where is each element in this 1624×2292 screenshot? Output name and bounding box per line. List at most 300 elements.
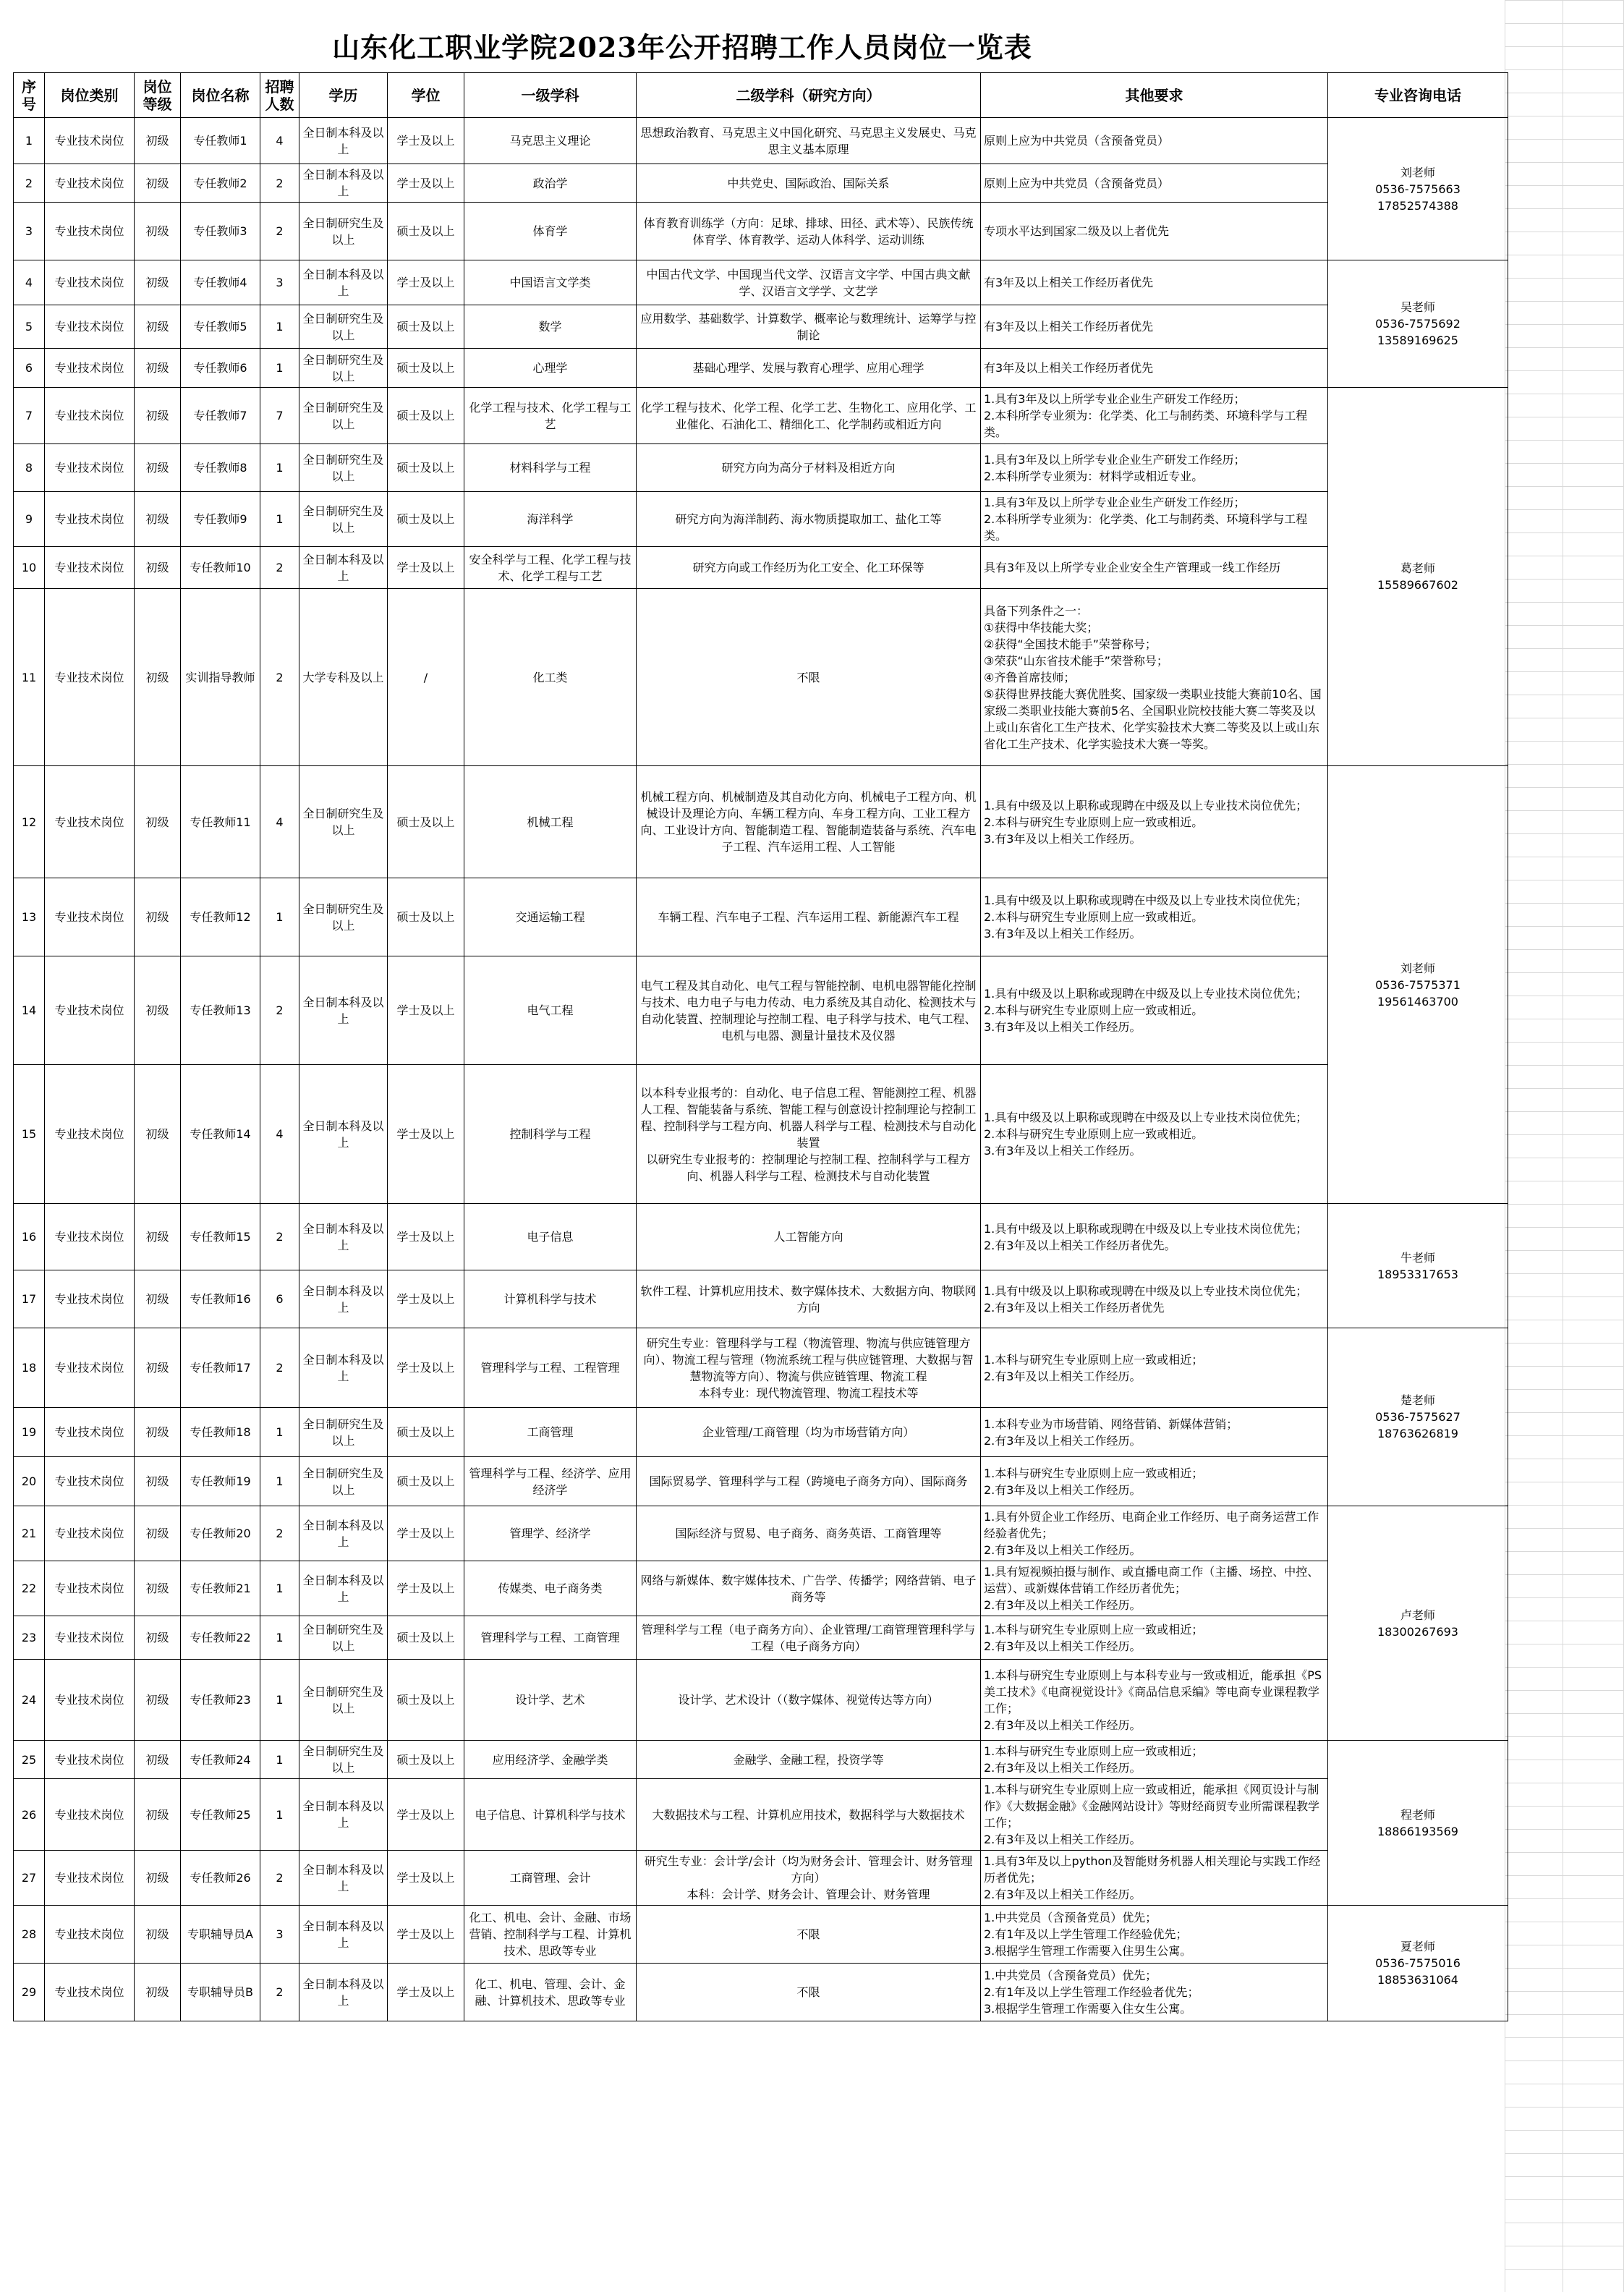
cell-type: 专业技术岗位 xyxy=(45,118,135,164)
table-row xyxy=(14,1328,1508,1408)
cell-education: 全日制本科及以上 xyxy=(299,1065,388,1204)
cell-type: 专业技术岗位 xyxy=(45,349,135,388)
cell-other: 1.具有中级及以上职称或现聘在中级及以上专业技术岗位优先； 2.有3年及以上相关工作经历者优先。 xyxy=(981,1204,1328,1270)
cell-level: 初级 xyxy=(135,492,181,547)
cell-first-subject: 传媒类、电子商务类 xyxy=(464,1561,637,1616)
cell-degree: 硕士及以上 xyxy=(388,1660,464,1741)
cell-first-subject: 化工、机电、管理、会计、金融、计算机技术、思政等专业 xyxy=(464,1964,637,2021)
cell-no: 27 xyxy=(14,1851,45,1906)
cell-type: 专业技术岗位 xyxy=(45,1328,135,1408)
cell-count: 1 xyxy=(260,878,299,956)
cell-type: 专业技术岗位 xyxy=(45,1741,135,1779)
cell-level: 初级 xyxy=(135,1506,181,1561)
cell-second-subject: 电气工程及其自动化、电气工程与智能控制、电机电器智能化控制与技术、电力电子与电力传动、电力系统及其自动化、检测技术与自动化装置、控制理论与控制工程、电子科学与技术、电气工程、电机与电器、测量计量技术及仪器 xyxy=(637,956,981,1065)
cell-level: 初级 xyxy=(135,1408,181,1457)
cell-second-subject: 车辆工程、汽车电子工程、汽车运用工程、新能源汽车工程 xyxy=(637,878,981,956)
cell-level: 初级 xyxy=(135,1561,181,1616)
cell-count: 1 xyxy=(260,305,299,349)
cell-other: 1.本科与研究生专业原则上应一致或相近； 2.有3年及以上相关工作经历。 xyxy=(981,1741,1328,1779)
cell-no: 23 xyxy=(14,1616,45,1660)
cell-education: 全日制研究生及以上 xyxy=(299,203,388,260)
cell-name: 专任教师1 xyxy=(181,118,260,164)
cell-no: 25 xyxy=(14,1741,45,1779)
cell-no: 15 xyxy=(14,1065,45,1204)
table-row xyxy=(14,1616,1508,1660)
cell-education: 全日制本科及以上 xyxy=(299,1851,388,1906)
cell-level: 初级 xyxy=(135,305,181,349)
cell-degree: 学士及以上 xyxy=(388,1851,464,1906)
table-row xyxy=(14,1506,1508,1561)
cell-no: 29 xyxy=(14,1964,45,2021)
cell-type: 专业技术岗位 xyxy=(45,1506,135,1561)
cell-first-subject: 心理学 xyxy=(464,349,637,388)
cell-name: 专任教师12 xyxy=(181,878,260,956)
table-row xyxy=(14,1779,1508,1851)
cell-first-subject: 应用经济学、金融学类 xyxy=(464,1741,637,1779)
cell-level: 初级 xyxy=(135,766,181,878)
cell-count: 1 xyxy=(260,1779,299,1851)
cell-second-subject: 中共党史、国际政治、国际关系 xyxy=(637,164,981,203)
cell-type: 专业技术岗位 xyxy=(45,260,135,305)
cell-count: 4 xyxy=(260,766,299,878)
cell-level: 初级 xyxy=(135,118,181,164)
cell-name: 专任教师6 xyxy=(181,349,260,388)
cell-no: 10 xyxy=(14,547,45,589)
cell-count: 2 xyxy=(260,1964,299,2021)
cell-second-subject: 化学工程与技术、化学工程、化学工艺、生物化工、应用化学、工业催化、石油化工、精细化工、化学制药或相近方向 xyxy=(637,388,981,444)
cell-type: 专业技术岗位 xyxy=(45,492,135,547)
cell-other: 1.本科专业为市场营销、网络营销、新媒体营销； 2.有3年及以上相关工作经历。 xyxy=(981,1408,1328,1457)
cell-level: 初级 xyxy=(135,1741,181,1779)
cell-other: 1.具有3年及以上python及智能财务机器人相关理论与实践工作经历者优先； 2.有3年及以上相关工作经历。 xyxy=(981,1851,1328,1906)
cell-first-subject: 电气工程 xyxy=(464,956,637,1065)
contact-cell: 刘老师 0536-7575371 19561463700 xyxy=(1328,766,1508,1204)
cell-type: 专业技术岗位 xyxy=(45,956,135,1065)
cell-second-subject: 企业管理/工商管理（均为市场营销方向） xyxy=(637,1408,981,1457)
cell-first-subject: 电子信息 xyxy=(464,1204,637,1270)
cell-name: 专任教师15 xyxy=(181,1204,260,1270)
table-row xyxy=(14,878,1508,956)
cell-name: 专任教师10 xyxy=(181,547,260,589)
cell-level: 初级 xyxy=(135,388,181,444)
cell-degree: 硕士及以上 xyxy=(388,349,464,388)
table-row xyxy=(14,349,1508,388)
cell-name: 专任教师25 xyxy=(181,1779,260,1851)
contact-cell: 楚老师 0536-7575627 18763626819 xyxy=(1328,1328,1508,1506)
cell-first-subject: 控制科学与工程 xyxy=(464,1065,637,1204)
header-degree: 学位 xyxy=(388,73,464,118)
empty-grid-area xyxy=(1505,0,1624,2292)
cell-count: 2 xyxy=(260,164,299,203)
table-row xyxy=(14,118,1508,164)
cell-other: 1.具有中级及以上职称或现聘在中级及以上专业技术岗位优先； 2.本科与研究生专业原则上应一致或相近。 3.有3年及以上相关工作经历。 xyxy=(981,766,1328,878)
table-row xyxy=(14,547,1508,589)
header-no: 序号 xyxy=(14,73,45,118)
cell-count: 1 xyxy=(260,492,299,547)
cell-no: 3 xyxy=(14,203,45,260)
contact-cell: 吴老师 0536-7575692 13589169625 xyxy=(1328,260,1508,388)
cell-degree: 学士及以上 xyxy=(388,1204,464,1270)
cell-degree: 学士及以上 xyxy=(388,1964,464,2021)
cell-type: 专业技术岗位 xyxy=(45,388,135,444)
cell-first-subject: 管理科学与工程、经济学、应用经济学 xyxy=(464,1457,637,1506)
cell-name: 专任教师11 xyxy=(181,766,260,878)
table-body xyxy=(14,118,1508,2021)
table-row xyxy=(14,1561,1508,1616)
cell-count: 2 xyxy=(260,1506,299,1561)
cell-other: 1.本科与研究生专业原则上应一致或相近； 2.有3年及以上相关工作经历。 xyxy=(981,1616,1328,1660)
cell-count: 2 xyxy=(260,1851,299,1906)
cell-no: 5 xyxy=(14,305,45,349)
table-row xyxy=(14,956,1508,1065)
cell-count: 1 xyxy=(260,1660,299,1741)
cell-level: 初级 xyxy=(135,1204,181,1270)
cell-level: 初级 xyxy=(135,589,181,766)
table-row xyxy=(14,1851,1508,1906)
cell-second-subject: 大数据技术与工程、计算机应用技术，数据科学与大数据技术 xyxy=(637,1779,981,1851)
contact-cell: 夏老师 0536-7575016 18853631064 xyxy=(1328,1906,1508,2021)
cell-other: 有3年及以上相关工作经历者优先 xyxy=(981,305,1328,349)
contact-cell: 卢老师 18300267693 xyxy=(1328,1506,1508,1741)
cell-type: 专业技术岗位 xyxy=(45,1408,135,1457)
cell-type: 专业技术岗位 xyxy=(45,444,135,492)
table-row xyxy=(14,1741,1508,1779)
cell-degree: 硕士及以上 xyxy=(388,388,464,444)
cell-count: 2 xyxy=(260,589,299,766)
cell-level: 初级 xyxy=(135,1616,181,1660)
cell-no: 17 xyxy=(14,1270,45,1328)
cell-education: 全日制研究生及以上 xyxy=(299,1457,388,1506)
header-first-subject: 一级学科 xyxy=(464,73,637,118)
cell-second-subject: 设计学、艺术设计（（数字媒体、视觉传达等方向） xyxy=(637,1660,981,1741)
table-row xyxy=(14,1408,1508,1457)
cell-other: 原则上应为中共党员（含预备党员） xyxy=(981,164,1328,203)
cell-name: 专任教师7 xyxy=(181,388,260,444)
cell-second-subject: 基础心理学、发展与教育心理学、应用心理学 xyxy=(637,349,981,388)
cell-degree: 硕士及以上 xyxy=(388,203,464,260)
cell-education: 全日制本科及以上 xyxy=(299,260,388,305)
cell-level: 初级 xyxy=(135,1065,181,1204)
cell-other: 1.中共党员（含预备党员）优先； 2.有1年及以上学生管理工作经验优先； 3.根据学生管理工作需要入住男生公寓。 xyxy=(981,1906,1328,1964)
cell-other: 有3年及以上相关工作经历者优先 xyxy=(981,349,1328,388)
cell-name: 专任教师24 xyxy=(181,1741,260,1779)
contact-cell: 刘老师 0536-7575663 17852574388 xyxy=(1328,118,1508,260)
cell-first-subject: 安全科学与工程、化学工程与技术、化学工程与工艺 xyxy=(464,547,637,589)
cell-type: 专业技术岗位 xyxy=(45,766,135,878)
cell-count: 2 xyxy=(260,1204,299,1270)
cell-count: 3 xyxy=(260,260,299,305)
cell-type: 专业技术岗位 xyxy=(45,547,135,589)
cell-other: 具备下列条件之一： ①获得中华技能大奖； ②获得“全国技术能手”荣誉称号； ③荣获“山东省技术能手”荣誉称号； ④齐鲁首席技师； ⑤获得世界技能大赛优胜奖、国家级一类职业技能大赛前10名、国家级二类职业技能大赛前5名、全国职业院校技能大赛二等奖及以上或山东省化工生产技术、化学实验技术大赛二等奖及以上或山东省化工生产技术、化学实验技术大赛一等奖。 xyxy=(981,589,1328,766)
cell-second-subject: 应用数学、基础数学、计算数学、概率论与数理统计、运筹学与控制论 xyxy=(637,305,981,349)
cell-first-subject: 计算机科学与技术 xyxy=(464,1270,637,1328)
cell-no: 13 xyxy=(14,878,45,956)
cell-name: 专任教师23 xyxy=(181,1660,260,1741)
cell-education: 全日制研究生及以上 xyxy=(299,878,388,956)
cell-name: 专任教师19 xyxy=(181,1457,260,1506)
cell-no: 8 xyxy=(14,444,45,492)
header-type: 岗位类别 xyxy=(45,73,135,118)
cell-second-subject: 体育教育训练学（方向：足球、排球、田径、武术等）、民族传统体育学、体育教学、运动人体科学、运动训练 xyxy=(637,203,981,260)
cell-education: 全日制本科及以上 xyxy=(299,547,388,589)
cell-degree: 学士及以上 xyxy=(388,164,464,203)
cell-first-subject: 管理科学与工程、工商管理 xyxy=(464,1616,637,1660)
cell-level: 初级 xyxy=(135,956,181,1065)
cell-degree: 学士及以上 xyxy=(388,1506,464,1561)
cell-count: 1 xyxy=(260,1408,299,1457)
cell-other: 有3年及以上相关工作经历者优先 xyxy=(981,260,1328,305)
cell-first-subject: 工商管理 xyxy=(464,1408,637,1457)
cell-no: 24 xyxy=(14,1660,45,1741)
cell-count: 1 xyxy=(260,444,299,492)
cell-second-subject: 研究方向为高分子材料及相近方向 xyxy=(637,444,981,492)
cell-degree: 学士及以上 xyxy=(388,1065,464,1204)
cell-count: 2 xyxy=(260,547,299,589)
cell-education: 全日制本科及以上 xyxy=(299,956,388,1065)
cell-count: 7 xyxy=(260,388,299,444)
cell-second-subject: 国际经济与贸易、电子商务、商务英语、工商管理等 xyxy=(637,1506,981,1561)
cell-level: 初级 xyxy=(135,1328,181,1408)
cell-other: 1.具有中级及以上职称或现聘在中级及以上专业技术岗位优先； 2.本科与研究生专业原则上应一致或相近。 3.有3年及以上相关工作经历。 xyxy=(981,956,1328,1065)
cell-education: 全日制本科及以上 xyxy=(299,1906,388,1964)
cell-second-subject: 管理科学与工程（电子商务方向）、企业管理/工商管理管理科学与工程（电子商务方向） xyxy=(637,1616,981,1660)
cell-no: 28 xyxy=(14,1906,45,1964)
cell-count: 1 xyxy=(260,1616,299,1660)
cell-other: 1.具有中级及以上职称或现聘在中级及以上专业技术岗位优先； 2.本科与研究生专业原则上应一致或相近。 3.有3年及以上相关工作经历。 xyxy=(981,1065,1328,1204)
contact-cell: 牛老师 18953317653 xyxy=(1328,1204,1508,1328)
cell-no: 26 xyxy=(14,1779,45,1851)
cell-education: 全日制研究生及以上 xyxy=(299,305,388,349)
cell-type: 专业技术岗位 xyxy=(45,1906,135,1964)
cell-count: 4 xyxy=(260,118,299,164)
cell-name: 专任教师4 xyxy=(181,260,260,305)
cell-other: 1.具有短视频拍摄与制作、或直播电商工作（主播、场控、中控、运营）、或新媒体营销工作经历者优先； 2.有3年及以上相关工作经历。 xyxy=(981,1561,1328,1616)
cell-type: 专业技术岗位 xyxy=(45,878,135,956)
cell-degree: 学士及以上 xyxy=(388,1328,464,1408)
cell-level: 初级 xyxy=(135,1964,181,2021)
cell-degree: 学士及以上 xyxy=(388,956,464,1065)
cell-second-subject: 以本科专业报考的：自动化、电子信息工程、智能测控工程、机器人工程、智能装备与系统、智能工程与创意设计控制理论与控制工程、控制科学与工程方向、机器人科学与工程、检测技术与自动化装置 以研究生专业报考的：控制理论与控制工程、控制科学与工程方向、机器人科学与工程、检测技术与自动化装置 xyxy=(637,1065,981,1204)
cell-second-subject: 研究生专业：会计学/会计（均为财务会计、管理会计、财务管理方向） 本科：会计学、财务会计、管理会计、财务管理 xyxy=(637,1851,981,1906)
cell-degree: 学士及以上 xyxy=(388,1561,464,1616)
cell-name: 专任教师20 xyxy=(181,1506,260,1561)
cell-degree: 硕士及以上 xyxy=(388,1741,464,1779)
cell-education: 全日制本科及以上 xyxy=(299,1561,388,1616)
cell-first-subject: 设计学、艺术 xyxy=(464,1660,637,1741)
table-row xyxy=(14,766,1508,878)
table-row xyxy=(14,164,1508,203)
header-name: 岗位名称 xyxy=(181,73,260,118)
cell-level: 初级 xyxy=(135,444,181,492)
cell-second-subject: 研究方向或工作经历为化工安全、化工环保等 xyxy=(637,547,981,589)
table-row xyxy=(14,305,1508,349)
cell-second-subject: 软件工程、计算机应用技术、数字媒体技术、大数据方向、物联网方向 xyxy=(637,1270,981,1328)
cell-first-subject: 电子信息、计算机科学与技术 xyxy=(464,1779,637,1851)
cell-first-subject: 海洋科学 xyxy=(464,492,637,547)
cell-education: 全日制本科及以上 xyxy=(299,164,388,203)
cell-first-subject: 马克思主义理论 xyxy=(464,118,637,164)
cell-type: 专业技术岗位 xyxy=(45,305,135,349)
cell-degree: 硕士及以上 xyxy=(388,1616,464,1660)
cell-level: 初级 xyxy=(135,878,181,956)
cell-other: 1.具有中级及以上职称或现聘在中级及以上专业技术岗位优先； 2.本科与研究生专业原则上应一致或相近。 3.有3年及以上相关工作经历。 xyxy=(981,878,1328,956)
table-row xyxy=(14,1204,1508,1270)
cell-level: 初级 xyxy=(135,1851,181,1906)
cell-other: 具有3年及以上所学专业企业安全生产管理或一线工作经历 xyxy=(981,547,1328,589)
table-row xyxy=(14,1065,1508,1204)
cell-name: 专任教师14 xyxy=(181,1065,260,1204)
cell-second-subject: 不限 xyxy=(637,1906,981,1964)
cell-level: 初级 xyxy=(135,349,181,388)
cell-count: 1 xyxy=(260,1741,299,1779)
cell-degree: 学士及以上 xyxy=(388,1906,464,1964)
cell-second-subject: 不限 xyxy=(637,589,981,766)
cell-count: 2 xyxy=(260,1328,299,1408)
cell-no: 18 xyxy=(14,1328,45,1408)
cell-other: 1.本科与研究生专业原则上应一致或相近，能承担《网页设计与制作》《大数据金融》《金融网站设计》等财经商贸专业所需课程教学工作； 2.有3年及以上相关工作经历。 xyxy=(981,1779,1328,1851)
cell-education: 全日制本科及以上 xyxy=(299,1779,388,1851)
cell-second-subject: 机械工程方向、机械制造及其自动化方向、机械电子工程方向、机械设计及理论方向、车辆工程方向、车身工程方向、工业工程方向、工业设计方向、智能制造工程、智能制造装备与系统、汽车电子工程、汽车运用工程、人工智能 xyxy=(637,766,981,878)
positions-table xyxy=(13,72,1508,2021)
header-second-subject: 二级学科（研究方向） xyxy=(637,73,981,118)
cell-second-subject: 思想政治教育、马克思主义中国化研究、马克思主义发展史、马克思主义基本原理 xyxy=(637,118,981,164)
cell-education: 全日制本科及以上 xyxy=(299,1204,388,1270)
cell-education: 全日制研究生及以上 xyxy=(299,1741,388,1779)
cell-other: 专项水平达到国家二级及以上者优先 xyxy=(981,203,1328,260)
cell-no: 6 xyxy=(14,349,45,388)
cell-no: 9 xyxy=(14,492,45,547)
cell-education: 全日制研究生及以上 xyxy=(299,388,388,444)
cell-first-subject: 化学工程与技术、化学工程与工艺 xyxy=(464,388,637,444)
cell-count: 6 xyxy=(260,1270,299,1328)
cell-level: 初级 xyxy=(135,260,181,305)
cell-name: 专任教师5 xyxy=(181,305,260,349)
cell-education: 全日制研究生及以上 xyxy=(299,1408,388,1457)
cell-no: 12 xyxy=(14,766,45,878)
cell-other: 1.本科与研究生专业原则上与本科专业与一致或相近，能承担《PS美工技术》《电商视觉设计》《商品信息采编》等电商专业课程教学工作； 2.有3年及以上相关工作经历。 xyxy=(981,1660,1328,1741)
cell-second-subject: 研究方向为海洋制药、海水物质提取加工、盐化工等 xyxy=(637,492,981,547)
cell-level: 初级 xyxy=(135,1457,181,1506)
table-row xyxy=(14,444,1508,492)
header-row xyxy=(14,73,1508,118)
cell-name: 专任教师26 xyxy=(181,1851,260,1906)
cell-name: 实训指导教师 xyxy=(181,589,260,766)
cell-level: 初级 xyxy=(135,547,181,589)
cell-type: 专业技术岗位 xyxy=(45,1561,135,1616)
cell-no: 19 xyxy=(14,1408,45,1457)
cell-education: 全日制研究生及以上 xyxy=(299,349,388,388)
contact-cell: 程老师 18866193569 xyxy=(1328,1741,1508,1906)
table-row xyxy=(14,1457,1508,1506)
header-education: 学历 xyxy=(299,73,388,118)
cell-degree: 硕士及以上 xyxy=(388,878,464,956)
cell-other: 1.本科与研究生专业原则上应一致或相近； 2.有3年及以上相关工作经历。 xyxy=(981,1457,1328,1506)
cell-name: 专任教师22 xyxy=(181,1616,260,1660)
cell-first-subject: 材料科学与工程 xyxy=(464,444,637,492)
cell-education: 全日制研究生及以上 xyxy=(299,1660,388,1741)
table-row xyxy=(14,1270,1508,1328)
cell-degree: / xyxy=(388,589,464,766)
cell-degree: 学士及以上 xyxy=(388,260,464,305)
cell-type: 专业技术岗位 xyxy=(45,1660,135,1741)
cell-type: 专业技术岗位 xyxy=(45,1851,135,1906)
cell-count: 2 xyxy=(260,956,299,1065)
cell-type: 专业技术岗位 xyxy=(45,589,135,766)
cell-name: 专任教师16 xyxy=(181,1270,260,1328)
cell-no: 1 xyxy=(14,118,45,164)
table-row xyxy=(14,1964,1508,2021)
cell-no: 7 xyxy=(14,388,45,444)
cell-other: 1.具有3年及以上所学专业企业生产研发工作经历； 2.本科所学专业须为：材料学或相近专业。 xyxy=(981,444,1328,492)
cell-count: 1 xyxy=(260,349,299,388)
cell-other: 1.中共党员（含预备党员）优先； 2.有1年及以上学生管理工作经验者优先； 3.根据学生管理工作需要入住女生公寓。 xyxy=(981,1964,1328,2021)
cell-count: 1 xyxy=(260,1561,299,1616)
header-contact: 专业咨询电话 xyxy=(1328,73,1508,118)
table-row xyxy=(14,203,1508,260)
table-row xyxy=(14,1660,1508,1741)
cell-other: 1.具有3年及以上所学专业企业生产研发工作经历； 2.本科所学专业须为：化学类、化工与制药类、环境科学与工程类。 xyxy=(981,388,1328,444)
cell-education: 全日制本科及以上 xyxy=(299,1964,388,2021)
cell-name: 专任教师8 xyxy=(181,444,260,492)
cell-level: 初级 xyxy=(135,164,181,203)
cell-degree: 硕士及以上 xyxy=(388,766,464,878)
cell-type: 专业技术岗位 xyxy=(45,1204,135,1270)
cell-first-subject: 交通运输工程 xyxy=(464,878,637,956)
cell-level: 初级 xyxy=(135,1270,181,1328)
cell-no: 22 xyxy=(14,1561,45,1616)
cell-name: 专职辅导员B xyxy=(181,1964,260,2021)
cell-level: 初级 xyxy=(135,1660,181,1741)
cell-education: 全日制本科及以上 xyxy=(299,1506,388,1561)
cell-first-subject: 工商管理、会计 xyxy=(464,1851,637,1906)
cell-name: 专任教师3 xyxy=(181,203,260,260)
cell-name: 专任教师17 xyxy=(181,1328,260,1408)
page-title: 山东化工职业学院2023年公开招聘工作人员岗位一览表 xyxy=(332,30,1032,64)
cell-education: 全日制本科及以上 xyxy=(299,118,388,164)
cell-degree: 学士及以上 xyxy=(388,547,464,589)
cell-level: 初级 xyxy=(135,1906,181,1964)
cell-degree: 学士及以上 xyxy=(388,1270,464,1328)
cell-type: 专业技术岗位 xyxy=(45,1270,135,1328)
cell-first-subject: 机械工程 xyxy=(464,766,637,878)
table-row xyxy=(14,589,1508,766)
cell-no: 21 xyxy=(14,1506,45,1561)
table-row xyxy=(14,1906,1508,1964)
cell-first-subject: 管理科学与工程、工程管理 xyxy=(464,1328,637,1408)
cell-education: 全日制研究生及以上 xyxy=(299,766,388,878)
cell-second-subject: 国际贸易学、管理科学与工程（跨境电子商务方向）、国际商务 xyxy=(637,1457,981,1506)
cell-other: 1.本科与研究生专业原则上应一致或相近； 2.有3年及以上相关工作经历。 xyxy=(981,1328,1328,1408)
cell-type: 专业技术岗位 xyxy=(45,1457,135,1506)
cell-first-subject: 中国语言文学类 xyxy=(464,260,637,305)
header-count: 招聘人数 xyxy=(260,73,299,118)
cell-type: 专业技术岗位 xyxy=(45,164,135,203)
cell-count: 2 xyxy=(260,203,299,260)
cell-first-subject: 体育学 xyxy=(464,203,637,260)
cell-no: 4 xyxy=(14,260,45,305)
cell-type: 专业技术岗位 xyxy=(45,1779,135,1851)
cell-second-subject: 研究生专业：管理科学与工程（物流管理、物流与供应链管理方向）、物流工程与管理（物流系统工程与供应链管理、大数据与智慧物流等方向）、物流与供应链管理、物流工程 本科专业：现代物流管理、物流工程技术等 xyxy=(637,1328,981,1408)
cell-name: 专任教师13 xyxy=(181,956,260,1065)
table-row xyxy=(14,492,1508,547)
cell-second-subject: 不限 xyxy=(637,1964,981,2021)
cell-type: 专业技术岗位 xyxy=(45,1964,135,2021)
cell-other: 1.具有3年及以上所学专业企业生产研发工作经历； 2.本科所学专业须为：化学类、化工与制药类、环境科学与工程类。 xyxy=(981,492,1328,547)
cell-type: 专业技术岗位 xyxy=(45,203,135,260)
cell-count: 1 xyxy=(260,1457,299,1506)
cell-education: 大学专科及以上 xyxy=(299,589,388,766)
cell-name: 专任教师2 xyxy=(181,164,260,203)
